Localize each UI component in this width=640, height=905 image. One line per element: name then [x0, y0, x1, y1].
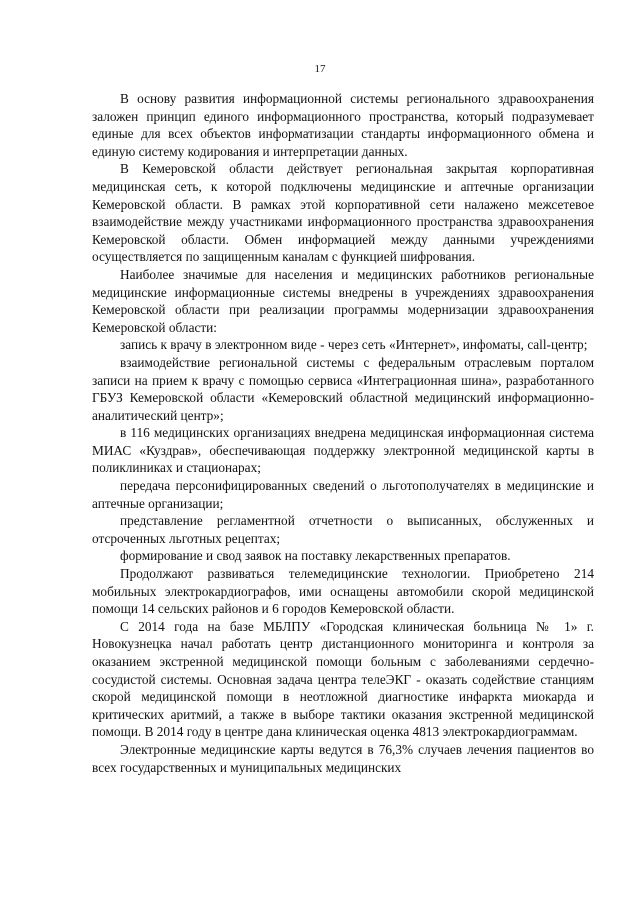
document-body: [92, 90, 594, 776]
list-item-mias-kuzdrav: в 116 медицинских организациях внедрена медицинская информационная система МИАС «Куздрав», обеспечивающая поддержку электронной медицинской карты в поликлиниках и стационарах;: [92, 425, 594, 476]
list-item-drug-orders: формирование и свод заявок на поставку лекарственных препаратов.: [120, 548, 511, 564]
list-item-online-appointment: запись к врачу в электронном виде - через сеть «Интернет», инфоматы, call-центр;: [120, 337, 588, 353]
list-item-prescription-reports: представление регламентной отчетности о выписанных, обслуженных и отсроченных льготных рецептах;: [92, 513, 594, 546]
paragraph-regional-systems: Наиболее значимые для населения и медицинских работников региональные медицинские информационные системы внедрены в учреждениях здравоохранения Кемеровской области при реализации программы модернизации здравоохранения Кемеровской области:: [92, 266, 594, 335]
paragraph-corporate-network: В Кемеровской области действует региональная закрытая корпоративная медицинская сеть, к которой подключены медицинские и аптечные организации Кемеровской области. В рамках этой корпоративной сети налажено межсетевое взаимодействие между участниками информационного пространства здравоохранения Кемеровской области. Обмен информацией между данными учреждениями осуществляется по защищенным каналам с функцией шифрования.: [92, 161, 594, 265]
paragraph-info-space: В основу развития информационной системы регионального здравоохранения заложен принцип единого информационного пространства, который подразумевает единые для всех объектов информатизации стандарты информационного обмена и единую систему кодирования и интерпретации данных.: [92, 91, 594, 159]
paragraph-telemedicine: Продолжают развиваться телемедицинские технологии. Приобретено 214 мобильных электрокардиографов, ими оснащены автомобили скорой медицинской помощи 14 сельских районов и 6 городов Кемеровской области.: [92, 566, 594, 617]
paragraph-tele-ecg-center: С 2014 года на базе МБЛПУ «Городская клиническая больница № 1» г. Новокузнецка начал работать центр дистанционного мониторинга и контроля за оказанием экстренной медицинской помощи больным с заболеваниями сердечно-сосудистой системы. Основная задача центра телеЭКГ - оказать содействие станциям скорой медицинской помощи в неотложной диагностике инфаркта миокарда и критических аритмий, а также в выборе тактики оказания экстренной медицинской помощи. В 2014 году в центре дана клиническая оценка 4813 электрокардиограммам.: [92, 618, 594, 740]
list-item-beneficiary-data: передача персонифицированных сведений о льготополучателях в медицинские и аптечные организации;: [92, 478, 594, 511]
page-number: 17: [314, 63, 326, 75]
list-item-federal-portal: взаимодействие региональной системы с федеральным отраслевым порталом записи на прием к врачу с помощью сервиса «Интеграционная шина», разработанного ГБУЗ Кемеровской области «Кемеровский областной медицинский информационно-аналитический центр»;: [92, 354, 594, 423]
paragraph-electronic-records: Электронные медицинские карты ведутся в 76,3% случаев лечения пациентов во всех государственных и муниципальных медицинских: [92, 741, 594, 775]
